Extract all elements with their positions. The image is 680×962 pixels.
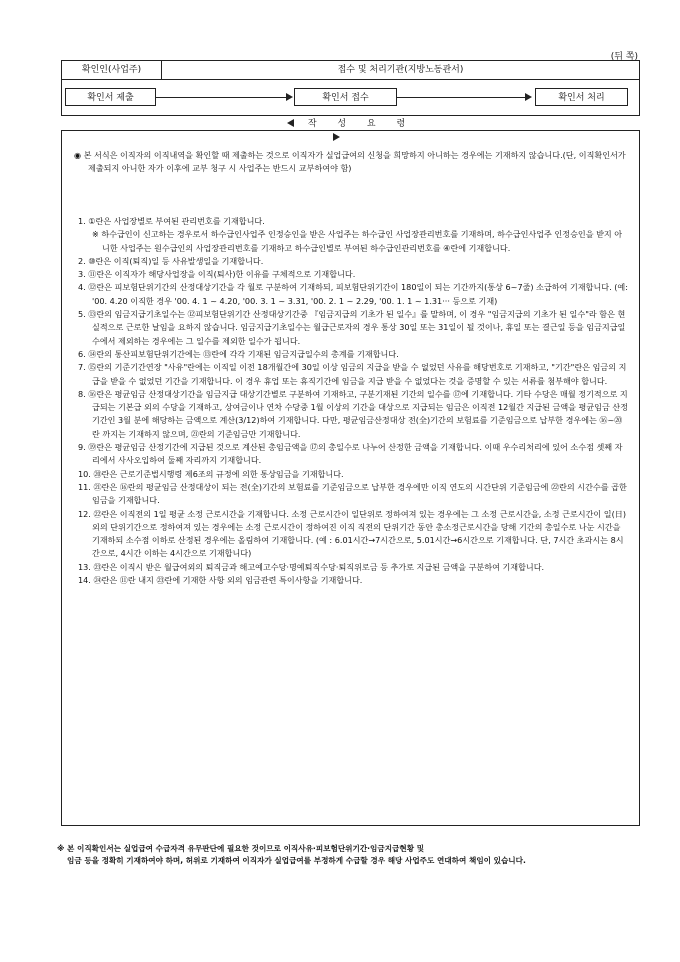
list-item: 5. ⑬란의 임금지급기초일수는 ⑫피보험단위기간 산정대상기간중 『임금지급의 기초가 된 일수』를 말하며, 이 경우 "임금지급의 기초가 된 일수"라 함은 현실적으로 근로한 날임을 요하지 않습니다. 임금지급기초일수는 월급근로자의 경우 통상 30일 또는 31일이 될 것이나, 휴일 또는 결근일 등을 임금지급일수에서 제외하는 경우에는 그 일수를 제외한 일수가 됩니다. (78, 309, 626, 346)
triangle-right-icon (333, 133, 340, 141)
list-item: 4. ⑫란은 피보험단위기간의 산정대상기간을 각 월로 구분하여 기재하되, 피보험단위기간이 180일이 되는 기간까지(통상 6~7줄) 소급하여 기재합니다. (예: '00. 4.20 이직한 경우 '00. 4. 1 ~ 4.20, '00. 3. 1 ~ 3.31, '00. 2. 1 ~ 2.29, '00. 1. 1 ~ 1.31··· 등으로 기재) (78, 282, 628, 306)
list-item: 1. ①란은 사업장별로 부여된 관리번호를 기재합니다. (78, 216, 265, 226)
list-item: 10. ⑳란은 근로기준법시행령 제6조의 규정에 의한 통상임금을 기재합니다. (78, 468, 344, 479)
list-item: 8. ⑯란은 평균임금 산정대상기간을 임금지급 대상기간별로 구분하여 기재하고, 구분기재된 기간의 일수를 ⑰에 기재합니다. 기타 수당은 매월 정기적으로 지급되는 기본급 외의 수당을 기재하고, 상여금이나 연차 수당중 1월 이상의 기간을 대상으로 지급되는 임금은 이직전 12월간 지급된 금액을 평균임금 산정기간인 3월 분에 해당하는 금액으로 계산(3/12)하여 기재합니다. 다만, 평균임금산정대상 전(全)기간의 보험료를 기준임금으로 납부한 경우에는 ⑯~⑳란 까지는 기재하지 않으며, ㉑란의 기준임금만 기재합니다. (78, 388, 629, 439)
guide-box (61, 130, 640, 826)
guide-title-bar (61, 116, 640, 130)
list-item: 11. ㉑란은 ⑯란의 평균임금 산정대상이 되는 전(全)기간의 보험료를 기준임금으로 납부한 경우에만 이직 연도의 시간단위 기준임금에 ㉒란의 시간수를 곱한 임금을 기재합니다. (78, 481, 627, 506)
flow-step-process: 확인서 처리 (535, 88, 628, 106)
flow-step-receive: 확인서 접수 (294, 88, 397, 106)
list-item: 9. ⑲란은 평균임금 산정기간에 지급된 것으로 계산된 총임금액을 ⑰의 총일수로 나누어 산정한 금액을 기재합니다. 이때 우수리처리에 있어 소수점 셋째 자리에서 사사오입하여 둘째 자리까지 기재합니다. (78, 442, 623, 466)
list-item: 7. ⑮란의 기준기간연장 "사유"란에는 이직일 이전 18개월간에 30일 이상 임금의 지급을 받을 수 없었던 사유를 해당번호로 기재하고, "기간"란은 임금의 지급을 받을 수 없었던 기간을 기재합니다. 이 경우 휴업 또는 휴직기간에 임금을 지급 받을 수 없었다는 것을 증명할 수 있는 서류를 첨부해야 합니다. (78, 362, 627, 386)
list-item: 13. ㉓란은 이직시 받은 월급여외의 퇴직금과 해고예고수당·명예퇴직수당·퇴직위로금 등 추가로 지급된 금액을 구분하여 기재합니다. (78, 561, 545, 572)
list-item: 14. ㉔란은 ⑪란 내지 ㉓란에 기재한 사항 외의 임금관련 특이사항을 기재합니다. (78, 575, 363, 586)
footer-notice (57, 843, 637, 867)
triangle-left-icon (287, 119, 294, 127)
list-item-note: ※ 하수급인이 신고하는 경우로서 하수급인사업주 인정승인을 받은 사업주는 하수급인 사업장관리번호를 기재하며, 하수급인사업주 인정승인을 받지 아니한 사업주는 원수급인의 사업장관리번호를 기재하고 하수급인별로 부여된 하수급인관리번호를 ④란에 기재합니다. (92, 229, 623, 253)
list-item: 12. ㉒란은 이직전의 1일 평균 소정 근로시간을 기재합니다. 소정 근로시간이 일단위로 정하여져 있는 경우에는 그 소정 근로시간을, 소정 근로시간이 일(日)외의 단위기간으로 정하여져 있는 경우에는 소정 근로시간이 정하여진 이직 직전의 단위기간 동안 총소정근로시간을 당해 기간의 총일수로 나눈 시간을 기재하되 소수점 이하로 산정된 경우에는 올림하여 기재합니다. (예 : 6.01시간→7시간으로, 5.01시간→6시간으로 기재합니다. 단, 7시간 초과시는 8시간으로, 4시간 이하는 4시간으로 기재합니다) (78, 508, 627, 559)
flow-step-submit: 확인서 제출 (65, 88, 156, 106)
header-table (61, 60, 640, 80)
list-item: 3. ⑪란은 이직자가 해당사업장을 이직(퇴사)한 이유를 구체적으로 기재합니다. (78, 269, 356, 280)
list-item: 6. ⑭란의 통산피보험단위기간에는 ⑬란에 각각 기재된 임금지급일수의 총계를 기재합니다. (78, 348, 399, 359)
agency-header: 접수 및 처리기관(지방노동관서) (337, 65, 464, 75)
guide-title: 작 성 요 령 (307, 119, 415, 129)
process-flow (61, 80, 640, 116)
confirmer-header: 확인인(사업주) (62, 61, 162, 79)
arrow-right-icon (286, 93, 293, 101)
footer-line-1: ※ 본 이직확인서는 실업급여 수급자격 유무판단에 필요한 것이므로 이직사유·피보험단위기간·임금지급현황 및 (57, 844, 425, 853)
list-item: 2. ⑩란은 이직(퇴직)일 등 사유발생일을 기재합니다. (78, 255, 264, 266)
footer-line-2: 임금 등을 정확히 기재하여야 하며, 허위로 기재하여 이직자가 실업급여를 부정하게 수급할 경우 해당 사업주도 연대하여 책임이 있습니다. (67, 856, 526, 865)
instruction-list (74, 215, 629, 587)
intro-note: ◉ 본 서식은 이직자의 이직내역을 확인할 때 제출하는 것으로 이직자가 실업급여의 신청을 희망하지 아니하는 경우에는 기재하지 않습니다.(단, 이직확인서가 제출되지 아니한 자가 이후에 교부 청구 시 사업주는 반드시 교부하여야 함) (74, 150, 626, 174)
arrow-right-icon (525, 93, 532, 101)
flow-line (156, 97, 286, 98)
page-side-label: (뒤 쪽) (610, 52, 638, 62)
flow-line (397, 97, 525, 98)
